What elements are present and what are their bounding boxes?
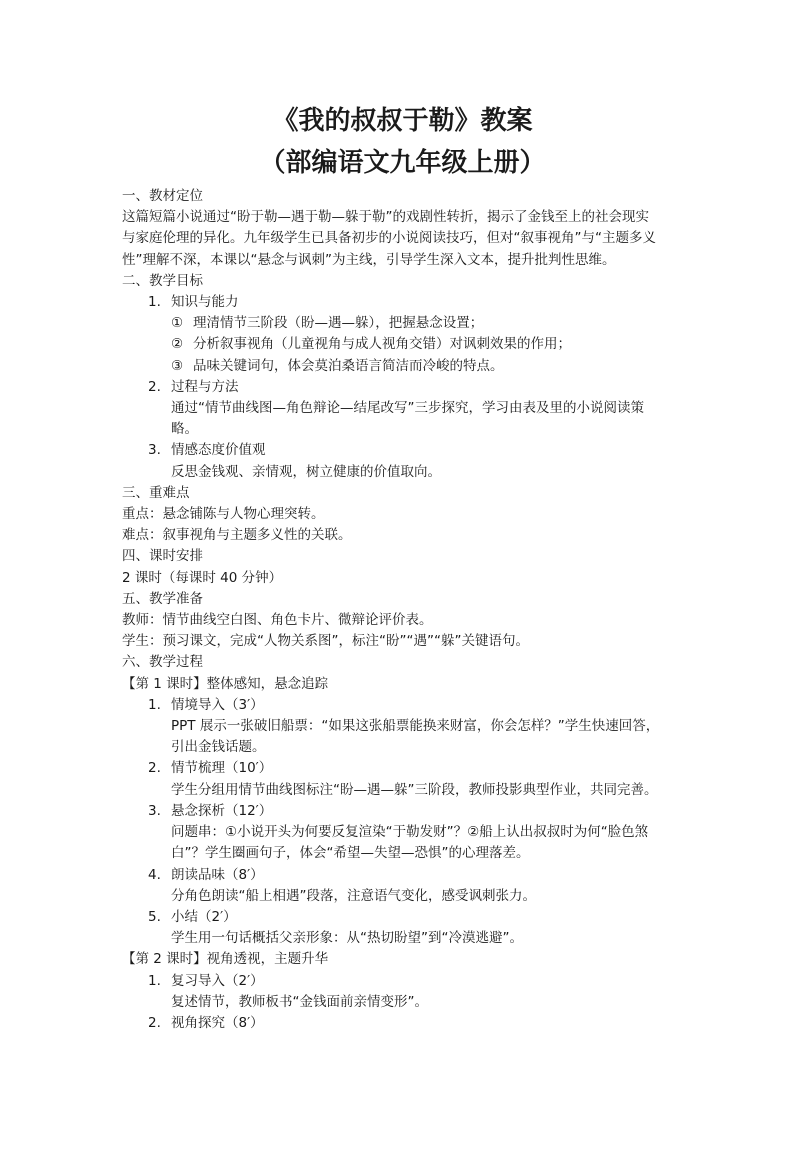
difficult-point: 难点：叙事视角与主题多义性的关联。 [122, 527, 352, 544]
sub-item-text: 分析叙事视角（儿童视角与成人视角交错）对讽刺效果的作用； [193, 336, 571, 353]
list-item-text: 问题串：①小说开头为何要反复渲染“于勒发财”？②船上认出叔叔时为何“脸色煞 [171, 824, 649, 841]
list-label: 知识与能力 [171, 294, 239, 311]
list-item-text: 学生用一句话概括父亲形象：从“热切盼望”到“冷漠逃避”。 [171, 930, 523, 947]
list-label: 悬念探析（12′） [171, 802, 273, 819]
list-item [122, 292, 687, 313]
list-number: 1. [148, 696, 161, 713]
sub-item-text: 品味关键词句，体会莫泊桑语言简洁而冷峻的特点。 [193, 357, 504, 374]
list-label: 朗读品味（8′） [171, 866, 264, 883]
list-item [122, 1013, 687, 1034]
section-heading: 四、课时安排 [122, 548, 203, 565]
lesson-heading: 【第 2 课时】视角透视，主题升华 [122, 951, 329, 968]
circled-number: ③ [171, 357, 184, 374]
sub-item [122, 356, 687, 377]
list-number: 1. [148, 972, 161, 989]
list-item-text: 白”？学生圈画句子，体会“希望—失望—恐惧”的心理落差。 [171, 845, 530, 862]
paragraph-line: 2 课时（每课时 40 分钟） [122, 569, 283, 586]
section-heading: 五、教学准备 [122, 590, 203, 607]
list-number: 2. [148, 378, 161, 395]
list-label: 视角探究（8′） [171, 1014, 264, 1031]
lesson-heading: 【第 1 课时】整体感知，悬念追踪 [122, 675, 329, 692]
list-label: 情节梳理（10′） [171, 760, 273, 777]
list-number: 3. [148, 802, 161, 819]
circled-number: ② [171, 336, 184, 353]
sub-item [122, 334, 687, 355]
list-item-text: 学生分组用情节曲线图标注“盼—遇—躲”三阶段，教师投影典型作业，共同完善。 [171, 781, 658, 798]
list-item [122, 440, 687, 461]
paragraph-line: 与家庭伦理的异化。九年级学生已具备初步的小说阅读技巧，但对“叙事视角”与“主题多义 [122, 230, 656, 247]
list-label: 情境导入（3′） [171, 696, 264, 713]
list-item [122, 801, 687, 822]
section-heading: 三、重难点 [122, 484, 190, 501]
list-item [122, 907, 687, 928]
list-number: 2. [148, 760, 161, 777]
sub-item-text: 理清情节三阶段（盼—遇—躲），把握悬念设置； [193, 315, 484, 332]
list-item [122, 971, 687, 992]
list-item-text: 复述情节，教师板书“金钱面前亲情变形”。 [171, 993, 428, 1010]
circled-number: ① [171, 315, 184, 332]
list-item-text: 分角色朗读“船上相遇”段落，注意语气变化，感受讽刺张力。 [171, 887, 536, 904]
list-item [122, 758, 687, 779]
document-body [122, 186, 687, 1034]
list-item-text: 略。 [171, 421, 198, 438]
key-point: 重点：悬念铺陈与人物心理突转。 [122, 506, 325, 523]
list-number: 4. [148, 866, 161, 883]
list-label: 复习导入（2′） [171, 972, 264, 989]
paragraph-line: 这篇短篇小说通过“盼于勒—遇于勒—躲于勒”的戏剧性转折，揭示了金钱至上的社会现实 [122, 209, 649, 226]
list-number: 2. [148, 1014, 161, 1031]
list-label: 过程与方法 [171, 378, 239, 395]
sub-item [122, 313, 687, 334]
list-label: 小结（2′） [171, 908, 237, 925]
list-item-text: 引出金钱话题。 [171, 739, 266, 756]
student-prep: 学生：预习课文，完成“人物关系图”，标注“盼”“遇”“躲”关键语句。 [122, 633, 529, 650]
list-item-text: 反思金钱观、亲情观，树立健康的价值取向。 [171, 463, 441, 480]
list-item [122, 865, 687, 886]
list-item [122, 377, 687, 398]
list-item [122, 695, 687, 716]
list-number: 5. [148, 908, 161, 925]
section-heading: 二、教学目标 [122, 272, 203, 289]
document-title: 《我的叔叔于勒》教案 [272, 106, 533, 136]
list-number: 1. [148, 294, 161, 311]
section-heading: 六、教学过程 [122, 654, 203, 671]
teacher-prep: 教师：情节曲线空白图、角色卡片、微辩论评价表。 [122, 612, 433, 629]
paragraph-line: 性”理解不深，本课以“悬念与讽刺”为主线，引导学生深入文本，提升批判性思维。 [122, 251, 616, 268]
document-subtitle: （部编语文九年级上册） [259, 148, 546, 178]
list-label: 情感态度价值观 [171, 442, 266, 459]
list-item-text: 通过“情节曲线图—角色辩论—结尾改写”三步探究，学习由表及里的小说阅读策 [171, 400, 644, 417]
list-item-text: PPT 展示一张破旧船票：“如果这张船票能换来财富，你会怎样？”学生快速回答， [171, 718, 660, 735]
section-heading: 一、教材定位 [122, 188, 203, 204]
list-number: 3. [148, 442, 161, 459]
